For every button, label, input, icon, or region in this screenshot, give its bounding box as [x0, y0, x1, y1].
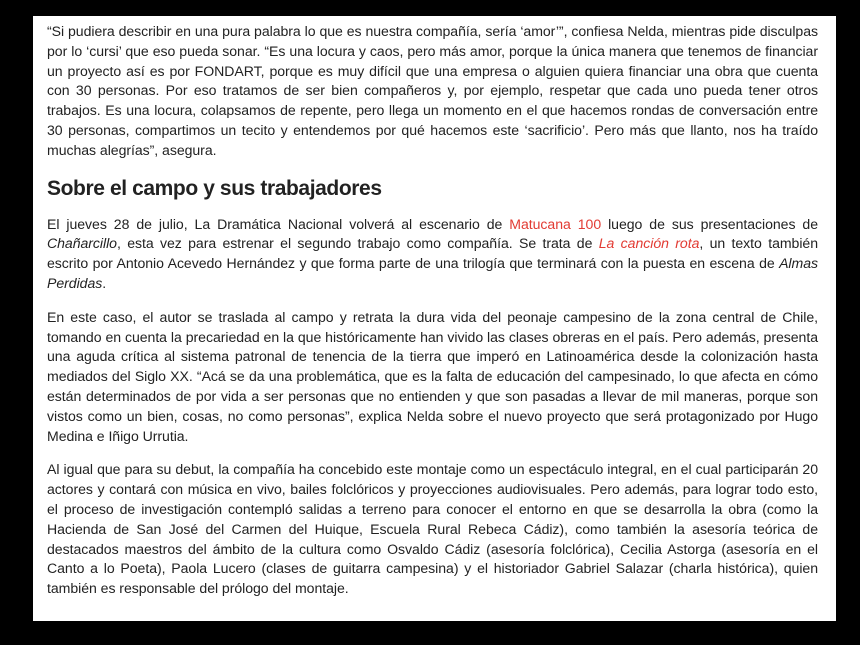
paragraph-2-text-5: .	[102, 274, 107, 291]
section-heading: Sobre el campo y sus trabajadores	[47, 176, 382, 200]
article-paragraph-2	[47, 215, 818, 294]
chanarcillo-title: Chañarcillo	[47, 235, 117, 252]
la-cancion-rota-title: La canción rota	[598, 235, 700, 252]
matucana-100-link[interactable]: Matucana 100	[509, 215, 602, 232]
la-cancion-rota-link[interactable]	[599, 235, 700, 251]
paragraph-2-text-2: luego de sus presentaciones de	[601, 215, 818, 232]
paragraph-2-text-1: El jueves 28 de julio, La Dramática Nacional volverá al escenario de	[47, 215, 510, 232]
article-paragraph-4: Al igual que para su debut, la compañía ha concebido este montaje como un espectáculo integral, en el cual participarán 20 actores y contará con música en vivo, bailes folclóricos y proyecciones audiovisuales. Pero además, para lograr todo esto, el proceso de investigación contempló salidas a terreno para conocer el entorno en que se desarrolla la obra (como la Hacienda de San José del Carmen del Huique, Escuela Rural Rebeca Cádiz), como también la asesoría teórica de destacados maestros del ámbito de la cultura como Osvaldo Cádiz (asesoría folclórica), Cecilia Astorga (asesoría en el Canto a lo Poeta), Paola Lucero (clases de guitarra campesina) y el historiador Gabriel Salazar (charla histórica), quien también es responsable del prólogo del montaje.	[47, 461, 818, 597]
paragraph-2-text-4: , un texto también escrito por Antonio Acevedo Hernández y que forma parte de una trilogía que terminará con la puesta en escena de	[47, 235, 818, 272]
paragraph-2-text-3: , esta vez para estrenar el segundo trabajo como compañía. Se trata de	[116, 235, 599, 252]
article-paragraph-1: “Si pudiera describir en una pura palabra lo que es nuestra compañía, sería ‘amor’”, confiesa Nelda, mientras pide disculpas por lo ‘cursi’ que eso pueda sonar. “Es una locura y caos, pero más amor, porque la única manera que tenemos de financiar un proyecto así es por FONDART, porque es muy difícil que una empresa o alguien quiera financiar una obra que cuenta con 30 personas. Por eso tratamos de ser bien compañeros y, por ejemplo, respetar que cada uno pueda tener otros trabajos. Es una locura, colapsamos de repente, pero llega un momento en el que hacemos rondas de conversación entre 30 personas, compartimos un tecito y entendemos por qué hacemos este ‘sacrificio’. Pero más que llanto, nos ha traído muchas alegrías”, asegura.	[47, 23, 818, 158]
article-page	[33, 16, 836, 621]
article-paragraph-3: En este caso, el autor se traslada al campo y retrata la dura vida del peonaje campesino de la zona central de Chile, tomando en cuenta la precariedad en la que históricamente han vivido las clases obreras en el país. Pero además, presenta una aguda crítica al sistema patronal de tenencia de la tierra que imperó en Latinoamérica desde la colonización hasta mediados del Siglo XX. “Acá se da una problemática, que es la falta de educación del campesinado, lo que afecta en cómo están determinados de por vida a ser personas que no entienden y que son pasadas a llevar de mil maneras, porque son vistos como un bien, cosas, no como personas”, explica Nelda sobre el nuevo proyecto que será protagonizado por Hugo Medina e Iñigo Urrutia.	[47, 308, 818, 444]
almas-perdidas-title: Almas Perdidas	[47, 255, 818, 291]
